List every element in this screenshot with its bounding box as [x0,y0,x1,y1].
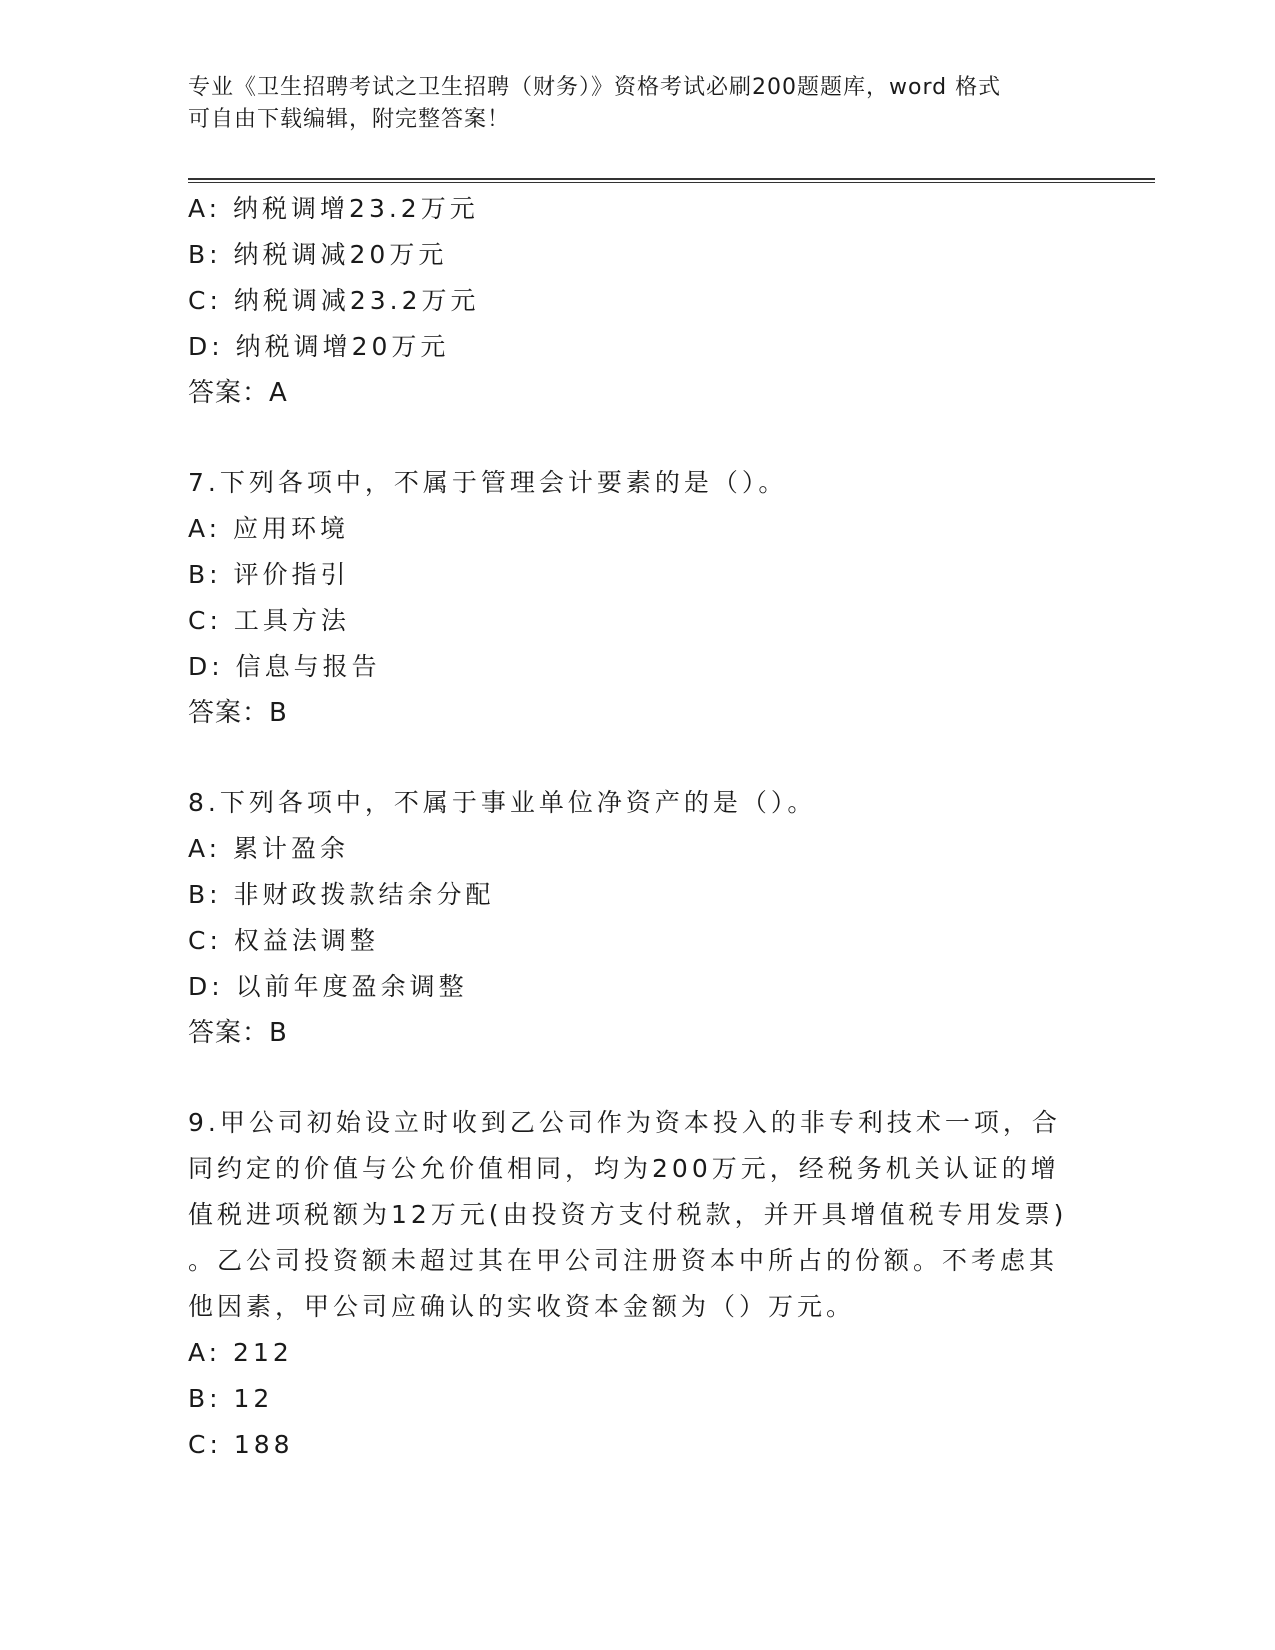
option-b: B: 纳税调减20万元 [188,240,448,269]
option-c: C: 权益法调整 [188,926,379,955]
option-a: A: 累计盈余 [188,834,350,863]
spacer [188,416,1088,460]
question-8 [188,780,1088,1056]
question-text: 8.下列各项中，不属于事业单位净资产的是（）。 [188,788,817,817]
header-divider [188,178,1155,183]
answer-label: 答案：B [188,1018,288,1048]
header-title-line-1: 专业《卫生招聘考试之卫生招聘（财务）》资格考试必刷200题题库，word 格式 [188,75,1002,100]
question-text: 7.下列各项中，不属于管理会计要素的是（）。 [188,468,788,497]
option-b: B: 12 [188,1384,274,1413]
question-list [188,186,1088,1468]
option-b: B: 非财政拨款结余分配 [188,880,495,909]
option-c: C: 工具方法 [188,606,350,635]
question-text-line: 同约定的价值与公允价值相同，均为200万元，经税务机关认证的增 [188,1154,1060,1183]
header-title-line-2: 可自由下载编辑，附完整答案！ [188,107,511,132]
option-a: A: 应用环境 [188,514,350,543]
question-7 [188,460,1088,736]
answer-label: 答案：A [188,378,288,408]
document-header [188,72,1068,136]
option-a: A: 212 [188,1338,293,1367]
spacer [188,1056,1088,1100]
option-d: D: 信息与报告 [188,652,381,681]
answer-label: 答案：B [188,698,288,728]
question-text-line: 值税进项税额为12万元(由投资方支付税款，并开具增值税专用发票) [188,1200,1068,1229]
spacer [188,736,1088,780]
option-d: D: 以前年度盈余调整 [188,972,468,1001]
question-9 [188,1100,1088,1468]
question-text-line: 9.甲公司初始设立时收到乙公司作为资本投入的非专利技术一项，合 [188,1108,1061,1137]
question-text-line: 。乙公司投资额未超过其在甲公司注册资本中所占的份额。不考虑其 [188,1246,1059,1275]
question-text-line: 他因素，甲公司应确认的实收资本金额为（）万元。 [188,1292,856,1321]
option-a: A: 纳税调增23.2万元 [188,194,479,223]
option-c: C: 188 [188,1430,294,1459]
option-d: D: 纳税调增20万元 [188,332,450,361]
option-b: B: 评价指引 [188,560,350,589]
question-6 [188,186,1088,416]
option-c: C: 纳税调减23.2万元 [188,286,480,315]
